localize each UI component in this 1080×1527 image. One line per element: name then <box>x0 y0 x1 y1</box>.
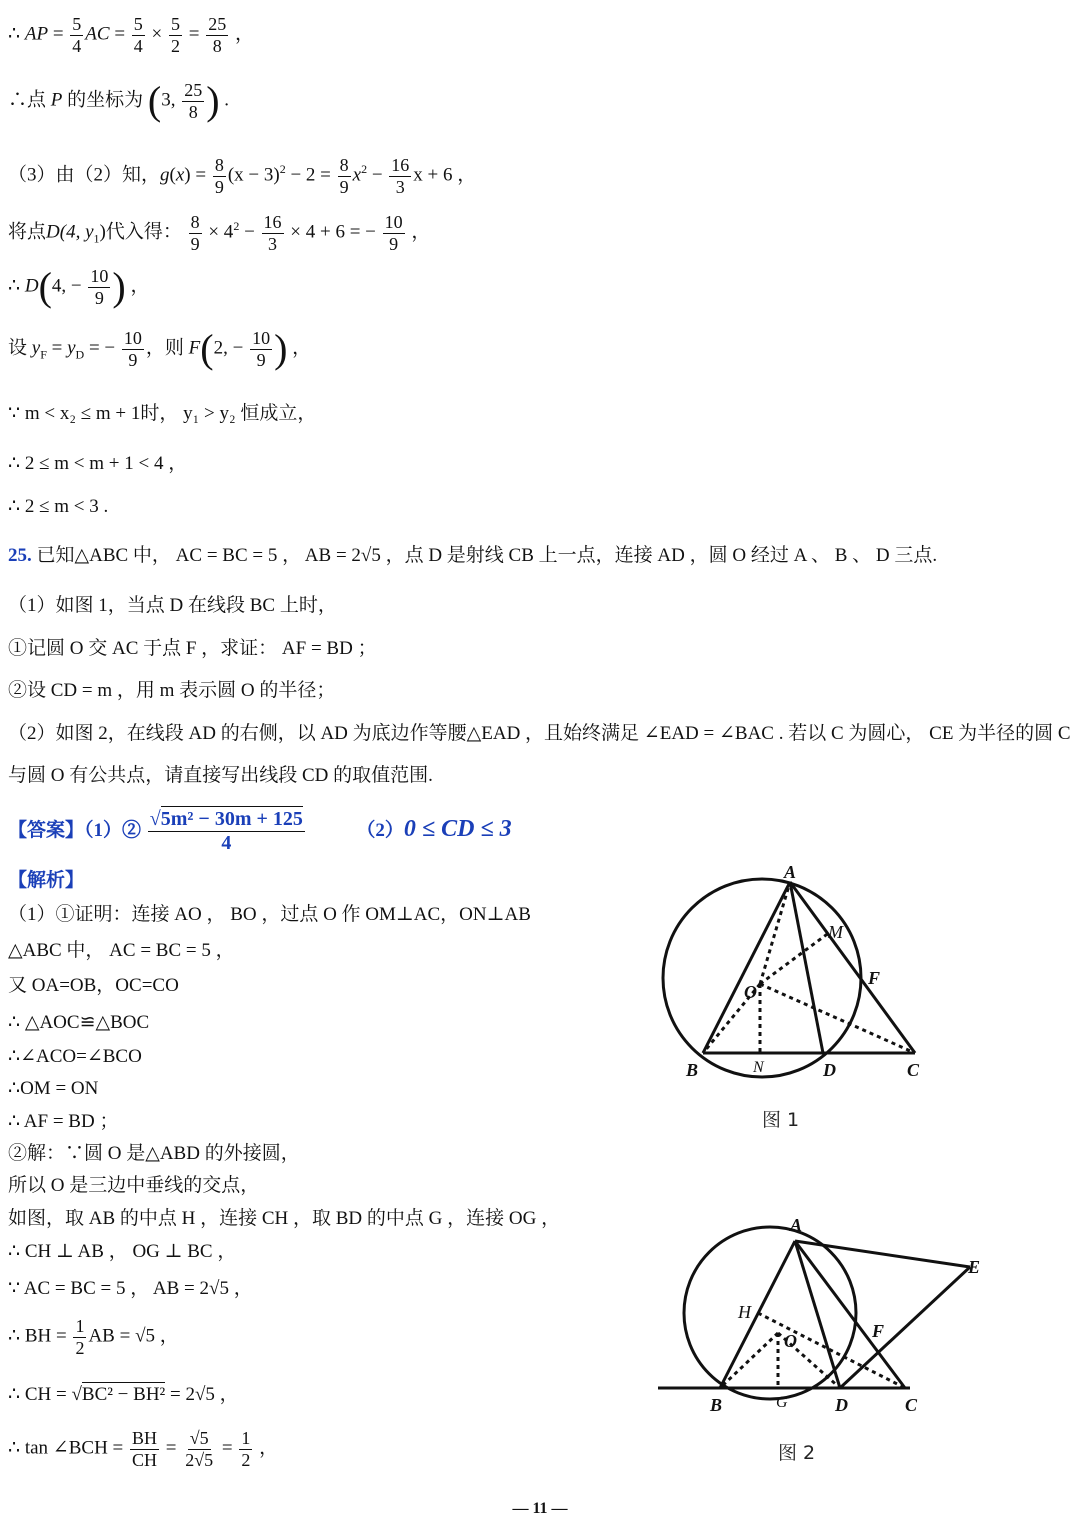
analysis-line: ②解：∵圆 O 是△ABD 的外接圆， <box>8 1143 300 1164</box>
svg-text:H: H <box>738 1302 751 1322</box>
figure-1 <box>650 860 940 1140</box>
svg-text:G: G <box>776 1394 788 1411</box>
figure-2 <box>650 1205 995 1470</box>
line-g-x: （3）由（2）知，g(x) = $\frac{8}{9}$ $(x - 3)^2 - 2$ = $\frac{8}{9}$ $x^2$ − $\frac{16}{3}$ x + 6 ， <box>8 155 477 197</box>
q25-part1b: ②设 CD = m ，用 m 表示圆 O 的半径； <box>8 680 336 701</box>
svg-text:N: N <box>753 1059 764 1076</box>
analysis-line: 又 OA=OB，OC=CO <box>8 975 179 996</box>
svg-text:图 1: 图 1 <box>762 1109 800 1131</box>
analysis-line: ∴∠ACO=∠BCO <box>8 1046 142 1067</box>
page-number: — 11 — <box>512 1500 568 1517</box>
analysis-line: △ABC 中， AC = BC = 5 ， <box>8 940 235 961</box>
svg-text:M: M <box>828 922 843 942</box>
segment-ab <box>703 882 790 1053</box>
answer-line: 【答案】（1）② $\frac{\text{√5m² − 30m + 125}}{4}$ （2）0 ≤ CD ≤ 3 <box>8 808 512 854</box>
line-point-p: ∴点 P 的坐标为 (3, $\frac{25}{8}$ ) . <box>8 78 230 124</box>
analysis-line: ∵ AC = BC = 5 ， AB = 2√5 ， <box>8 1278 253 1299</box>
q25-part2: （2）如图 2，在线段 AD 的右侧，以 AD 为底边作等腰△EAD ，且始终满足 ∠EAD = ∠BAC . 若以 C 为圆心， CE 为半径的圆 C <box>8 723 1071 744</box>
svg-text:A: A <box>790 1215 803 1235</box>
svg-text:D: D <box>823 1060 836 1080</box>
line-condition: ∵ m < x₂ ≤ m + 1时， y₁ > y₂ 恒成立， <box>8 403 317 424</box>
line-d-point: ∴ D(4, − $\frac{10}{9}$ ) ， <box>8 264 150 310</box>
analysis-line: （1）①证明：连接 AO ， BO ，过点 O 作 OM⊥AC，ON⊥AB <box>8 904 531 925</box>
segment-ad <box>790 882 823 1053</box>
analysis-line: ∴ △AOC≌△BOC <box>8 1012 150 1033</box>
svg-text:图 2: 图 2 <box>778 1442 816 1464</box>
svg-text:O: O <box>784 1331 797 1351</box>
segment-ab <box>720 1241 795 1388</box>
analysis-line: 如图，取 AB 的中点 H ，连接 CH ，取 BD 的中点 G ，连接 OG ， <box>8 1208 561 1229</box>
segment-ac <box>795 1241 905 1388</box>
q25-part2b: 与圆 O 有公共点，请直接写出线段 CD 的取值范围. <box>8 765 433 786</box>
analysis-line: ∴OM = ON <box>8 1078 99 1099</box>
svg-text:D: D <box>835 1395 848 1415</box>
circle-o <box>684 1227 856 1399</box>
svg-text:B: B <box>710 1395 723 1415</box>
line-inequality-2: ∴ 2 ≤ m < 3 . <box>8 496 109 517</box>
analysis-line: 所以 O 是三边中垂线的交点， <box>8 1175 260 1196</box>
svg-text:F: F <box>868 968 881 988</box>
svg-text:B: B <box>686 1060 699 1080</box>
segment-ad <box>795 1241 840 1388</box>
segment-ae <box>795 1241 970 1267</box>
analysis-tag: 【解析】 <box>8 870 85 891</box>
line-yf: 设 $y_F = y_D$ = − $\frac{10}{9}$ ，则 F(2, − $\frac{10}{9}$ ) ， <box>8 326 312 372</box>
analysis-tan: ∴ tan ∠BCH = $\frac{BH}{CH}$ = $\frac{√5}{2√5}$ = $\frac{1}{2}$ ， <box>8 1428 279 1470</box>
svg-text:C: C <box>907 1060 920 1080</box>
q25-stem: 25. 已知△ABC 中， AC = BC = 5 ， AB = 2√5 ，点 D 是射线 CB 上一点，连接 AD ，圆 O 经过 A 、 B 、 D 三点. <box>8 545 938 566</box>
line-inequality-1: ∴ 2 ≤ m < m + 1 < 4 ， <box>8 453 188 474</box>
svg-text:C: C <box>905 1395 918 1415</box>
analysis-ch: ∴ CH = √BC² − BH² = 2√5 ， <box>8 1384 239 1405</box>
circle-o <box>663 879 861 1077</box>
svg-text:E: E <box>968 1257 981 1277</box>
q25-part1: （1）如图 1，当点 D 在线段 BC 上时， <box>8 595 337 616</box>
line-substitute-d: 将点D(4, $y_1$)代入得： $\frac{8}{9}$ × $4^2$ − $\frac{16}{3}$ × 4 + 6 = − $\frac{10}{9}$ ， <box>8 212 431 254</box>
svg-text:A: A <box>784 862 797 882</box>
q25-part1a: ①记圆 O 交 AC 于点 F ，求证： AF = BD ； <box>8 638 377 659</box>
segment-ac <box>790 882 915 1053</box>
svg-text:O: O <box>744 982 757 1002</box>
analysis-line: ∴ CH ⊥ AB ， OG ⊥ BC ， <box>8 1241 237 1262</box>
analysis-line: ∴ AF = BD ； <box>8 1111 119 1132</box>
analysis-bh: ∴ BH = $\frac{1}{2}$ AB = √5 ， <box>8 1316 179 1358</box>
line-ap: ∴ AP = $\frac{5}{4}$ AC = $\frac{5}{4}$ × $\frac{5}{2}$ = $\frac{25}{8}$ ， <box>8 14 254 56</box>
svg-text:F: F <box>872 1321 885 1341</box>
